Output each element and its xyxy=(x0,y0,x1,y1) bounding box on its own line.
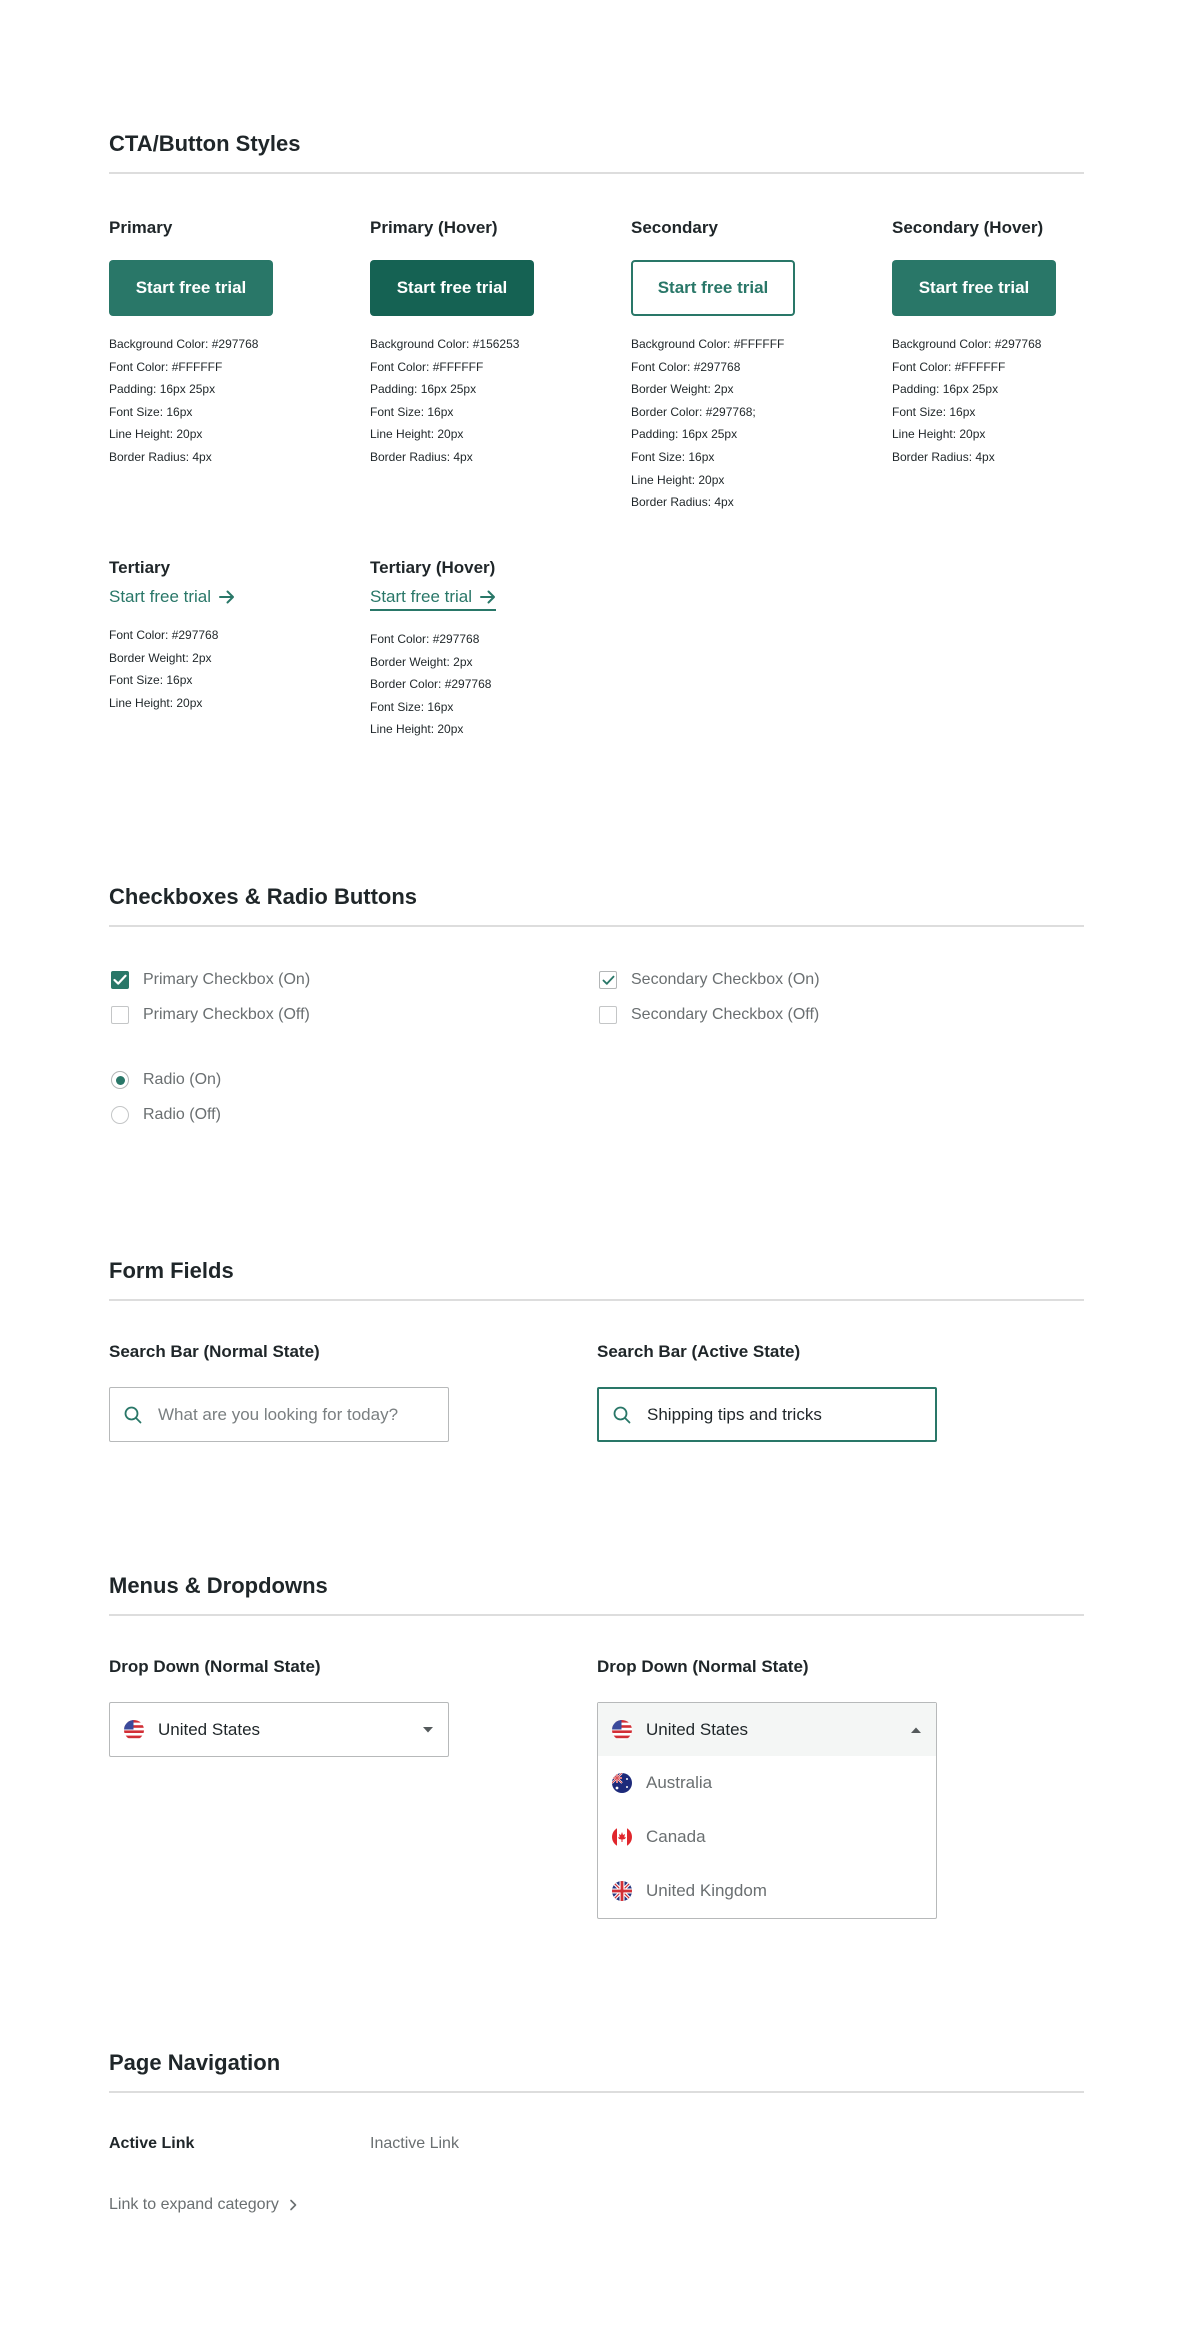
dropdown-open-label: Drop Down (Normal State) xyxy=(597,1657,809,1676)
caret-up-icon xyxy=(910,1726,922,1734)
tertiary-button-label: Start free trial xyxy=(370,587,473,606)
checkbox-checked-icon xyxy=(111,971,129,989)
column-label: Tertiary xyxy=(109,558,171,577)
spec-line: Border Radius: 4px xyxy=(109,449,212,464)
spec-line: Font Size: 16px xyxy=(631,449,715,464)
dropdown-option-label: Australia xyxy=(646,1773,713,1792)
secondary-hover-specs xyxy=(892,333,1041,469)
country-dropdown-open[interactable] xyxy=(597,1702,937,1919)
spec-line: Font Color: #FFFFFF xyxy=(370,359,484,374)
section-divider xyxy=(109,172,1084,174)
us-flag-icon xyxy=(612,1720,632,1740)
secondary-checkbox-on[interactable] xyxy=(599,971,820,989)
page-navigation-section xyxy=(109,2049,1084,2229)
checkbox-label: Secondary Checkbox (On) xyxy=(631,971,820,988)
tertiary-hover-button[interactable] xyxy=(370,587,496,611)
secondary-button-column xyxy=(631,217,871,510)
arrow-right-icon xyxy=(219,590,235,604)
spec-line: Font Size: 16px xyxy=(109,404,193,419)
spec-line: Background Color: #297768 xyxy=(109,337,259,351)
tertiary-button-label: Start free trial xyxy=(109,587,212,606)
section-title: Page Navigation xyxy=(109,2050,281,2075)
primary-hover-button-column xyxy=(370,217,610,464)
us-flag-icon xyxy=(124,1720,144,1740)
spec-line: Font Size: 16px xyxy=(109,673,193,688)
uk-flag-icon xyxy=(612,1881,632,1901)
spec-line: Border Color: #297768 xyxy=(370,677,492,692)
spec-line: Font Size: 16px xyxy=(892,404,976,419)
spec-line: Font Size: 16px xyxy=(370,404,454,419)
inactive-nav-link[interactable]: Inactive Link xyxy=(370,2135,459,2152)
spec-line: Background Color: #156253 xyxy=(370,337,520,351)
section-divider xyxy=(109,2091,1084,2093)
secondary-checkbox-off[interactable] xyxy=(599,1006,819,1024)
dropdown-selected-value: United States xyxy=(646,1719,749,1739)
search-active-label: Search Bar (Active State) xyxy=(597,1342,801,1361)
secondary-button[interactable]: Start free trial xyxy=(631,260,795,316)
dropdown-option-label: Canada xyxy=(646,1827,706,1846)
spec-line: Font Color: #FFFFFF xyxy=(109,359,223,374)
tertiary-button-column xyxy=(109,557,349,710)
checkbox-label: Primary Checkbox (On) xyxy=(143,971,311,988)
section-title: Menus & Dropdowns xyxy=(109,1573,328,1598)
spec-line: Font Color: #297768 xyxy=(109,628,219,642)
search-input[interactable] xyxy=(158,1405,408,1425)
arrow-right-icon xyxy=(480,590,496,604)
search-bar-active xyxy=(597,1387,937,1442)
radio-on[interactable] xyxy=(111,1071,221,1089)
secondary-hover-button-column xyxy=(892,217,1132,464)
search-bar-normal xyxy=(109,1387,449,1442)
spec-line: Border Radius: 4px xyxy=(631,495,734,510)
section-divider xyxy=(109,1299,1084,1301)
search-normal-label: Search Bar (Normal State) xyxy=(109,1342,320,1361)
spec-line: Padding: 16px 25px xyxy=(892,382,999,397)
active-nav-link[interactable]: Active Link xyxy=(109,2135,195,2152)
section-divider xyxy=(109,925,1084,927)
spec-line: Font Size: 16px xyxy=(370,699,454,714)
dropdown-selected-value: United States xyxy=(158,1719,261,1739)
section-title: Checkboxes & Radio Buttons xyxy=(109,884,418,909)
dropdown-header[interactable] xyxy=(598,1703,936,1756)
tertiary-hover-specs xyxy=(370,628,491,741)
menus-dropdowns-section xyxy=(109,1572,1084,1932)
australia-flag-icon xyxy=(612,1773,632,1793)
section-title: CTA/Button Styles xyxy=(109,131,301,156)
tertiary-specs xyxy=(109,624,218,714)
section-divider xyxy=(109,1614,1084,1616)
spec-line: Line Height: 20px xyxy=(370,722,464,737)
spec-line: Line Height: 20px xyxy=(631,472,725,487)
tertiary-button[interactable] xyxy=(109,587,235,607)
checkbox-empty-icon xyxy=(111,1006,129,1024)
chevron-right-icon xyxy=(289,2199,297,2211)
dropdown-option-united-kingdom[interactable] xyxy=(598,1864,936,1918)
dropdown-option-canada[interactable] xyxy=(598,1810,936,1864)
column-label: Primary (Hover) xyxy=(370,218,498,237)
spec-line: Border Radius: 4px xyxy=(370,449,473,464)
dropdown-option-australia[interactable] xyxy=(598,1756,936,1810)
radio-selected-icon xyxy=(111,1071,129,1089)
spec-line: Padding: 16px 25px xyxy=(370,382,477,397)
spec-line: Border Radius: 4px xyxy=(892,449,995,464)
checkboxes-radio-section xyxy=(109,883,1084,1143)
primary-button-column xyxy=(109,217,349,464)
search-input[interactable] xyxy=(647,1405,897,1425)
dropdown-header[interactable] xyxy=(110,1703,448,1756)
radio-label: Radio (On) xyxy=(143,1071,222,1088)
primary-hover-specs xyxy=(370,333,519,469)
tertiary-hover-button-column xyxy=(370,557,610,737)
checkbox-label: Secondary Checkbox (Off) xyxy=(631,1006,820,1023)
spec-line: Border Color: #297768; xyxy=(631,404,756,419)
column-label: Primary xyxy=(109,218,173,237)
spec-line: Border Weight: 2px xyxy=(370,654,473,669)
checkbox-label: Primary Checkbox (Off) xyxy=(143,1006,310,1023)
radio-unselected-icon xyxy=(111,1106,129,1124)
primary-button[interactable]: Start free trial xyxy=(109,260,273,316)
column-label: Tertiary (Hover) xyxy=(370,558,496,577)
spec-line: Line Height: 20px xyxy=(892,427,986,442)
caret-down-icon xyxy=(422,1726,434,1734)
dropdown-option-label: United Kingdom xyxy=(646,1881,767,1900)
primary-checkbox-off[interactable] xyxy=(111,1006,310,1024)
country-dropdown-closed[interactable] xyxy=(109,1702,449,1757)
checkbox-empty-icon xyxy=(599,1006,617,1024)
spec-line: Line Height: 20px xyxy=(109,427,203,442)
expand-category-link[interactable] xyxy=(109,2196,297,2214)
checkbox-checked-icon xyxy=(599,971,617,989)
secondary-specs xyxy=(631,333,784,514)
primary-checkbox-on[interactable] xyxy=(111,971,310,989)
column-label: Secondary xyxy=(631,218,718,237)
form-fields-section xyxy=(109,1257,1084,1447)
spec-line: Border Weight: 2px xyxy=(109,650,212,665)
search-icon xyxy=(124,1406,142,1424)
spec-line: Background Color: #FFFFFF xyxy=(631,337,785,351)
spec-line: Line Height: 20px xyxy=(109,695,203,710)
expand-category-label: Link to expand category xyxy=(109,2196,279,2213)
section-title: Form Fields xyxy=(109,1258,234,1283)
radio-off[interactable] xyxy=(111,1106,221,1124)
spec-line: Font Color: #297768 xyxy=(370,632,480,646)
column-label: Secondary (Hover) xyxy=(892,218,1044,237)
spec-line: Line Height: 20px xyxy=(370,427,464,442)
dropdown-normal-label: Drop Down (Normal State) xyxy=(109,1657,321,1676)
spec-line: Font Color: #297768 xyxy=(631,359,741,374)
cta-button-styles-section xyxy=(109,130,1084,770)
radio-label: Radio (Off) xyxy=(143,1106,221,1123)
search-icon xyxy=(613,1406,631,1424)
primary-hover-button[interactable]: Start free trial xyxy=(370,260,534,316)
primary-specs xyxy=(109,333,258,469)
spec-line: Background Color: #297768 xyxy=(892,337,1042,351)
spec-line: Font Color: #FFFFFF xyxy=(892,359,1006,374)
spec-line: Border Weight: 2px xyxy=(631,382,734,397)
secondary-hover-button[interactable]: Start free trial xyxy=(892,260,1056,316)
spec-line: Padding: 16px 25px xyxy=(109,382,216,397)
spec-line: Padding: 16px 25px xyxy=(631,427,738,442)
canada-flag-icon xyxy=(612,1827,632,1847)
